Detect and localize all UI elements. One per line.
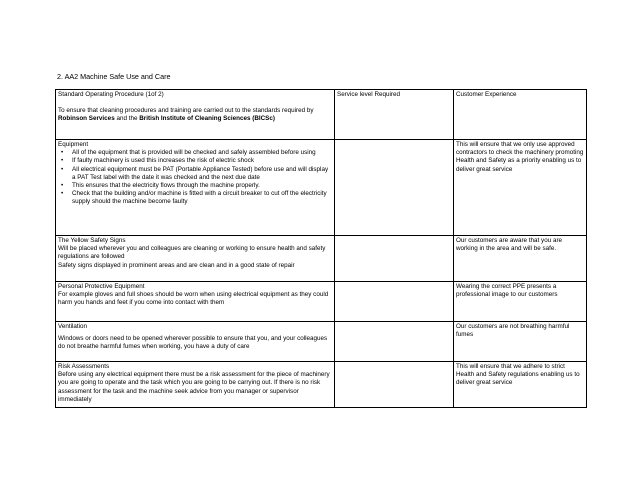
table-row xyxy=(56,140,587,236)
row-body: Before using any electrical equipment there must be a risk assessment for the piece of machinery you are going to operate and the task which you are going to be carrying out. If there is no risk assessment for the task and the machine seek advice from you manager or supervisor immediately xyxy=(58,371,330,403)
service-level-cell xyxy=(335,362,454,408)
row-title: Personal Protective Equipment xyxy=(58,283,145,290)
list-item: • This ensures that the electricity flows through the machine properly. xyxy=(72,182,332,190)
row-body: Safety signs displayed in prominent areas and are clean and in a good state of repair xyxy=(58,261,295,269)
row-title: Risk Assessments xyxy=(58,363,110,370)
section-title: 2. AA2 Machine Safe Use and Care xyxy=(57,72,171,81)
row-title: Equipment xyxy=(58,141,89,148)
sop-header-title: Standard Operating Procedure (1of 2) xyxy=(58,91,164,98)
intro-org-robinson: Robinson Services xyxy=(58,115,115,123)
row-body: For example gloves and full shoes should be worn when using electrical equipment as they could harm you hands and feet if you come into contact with them xyxy=(58,291,329,307)
customer-experience-cell: Our customers are not breathing harmful fumes xyxy=(454,322,587,362)
procedure-cell xyxy=(56,282,335,322)
intro-org-bicsc: British Institute of Cleaning Sciences (BICSc) xyxy=(139,115,275,123)
table-row xyxy=(56,282,587,322)
table-row xyxy=(56,322,587,362)
table-header-row xyxy=(56,90,587,140)
equipment-bullet-list xyxy=(58,149,332,206)
table-row xyxy=(56,362,587,408)
list-item: • All electrical equipment must be PAT (Portable Appliance Tested) before use and will display a PAT Test label with the date it was checked and the next due date xyxy=(72,166,332,182)
procedure-cell xyxy=(56,322,335,362)
row-body: Windows or doors need to be opened wherever possible to ensure that you, and your colleagues do not breathe harmful fumes when working, you have a duty of care xyxy=(58,335,328,351)
customer-experience-cell: Our customers are aware that you are working in the area and will be safe. xyxy=(454,236,587,282)
service-level-cell xyxy=(335,282,454,322)
customer-experience-header: Customer Experience xyxy=(454,90,587,140)
sop-intro-text xyxy=(58,107,332,123)
sop-header-cell xyxy=(56,90,335,140)
list-item: • If faulty machinery is used this increases the risk of electric shock xyxy=(72,157,332,165)
row-title: Ventilation xyxy=(58,323,88,330)
customer-experience-cell: Wearing the correct PPE presents a professional image to our customers xyxy=(454,282,587,322)
procedure-cell xyxy=(56,140,335,236)
intro-pre: To ensure that cleaning procedures and training are carried out to the standards required by xyxy=(58,107,314,115)
service-level-cell xyxy=(335,322,454,362)
table-row xyxy=(56,236,587,282)
procedure-cell xyxy=(56,362,335,408)
procedure-cell xyxy=(56,236,335,282)
intro-mid: and the xyxy=(114,115,140,123)
service-level-header: Service level Required xyxy=(335,90,454,140)
row-body: Will be placed wherever you and colleagues are cleaning or working to ensure health and safety regulations are followed xyxy=(58,245,326,261)
service-level-cell xyxy=(335,140,454,236)
list-item: • All of the equipment that is provided will be checked and safely assembled before using xyxy=(72,149,332,157)
customer-experience-cell: This will ensure that we adhere to strict Health and Safety regulations enabling us to deliver great service xyxy=(454,362,587,408)
row-title: The Yellow Safety Signs xyxy=(58,237,126,244)
list-item: • Check that the building and/or machine is fitted with a circuit breaker to cut off the electricity supply should the machine become faulty xyxy=(72,190,332,206)
sop-table xyxy=(55,89,587,408)
customer-experience-cell: This will ensure that we only use approved contractors to check the machinery promoting Health and Safety as a priority enabling us to deliver great service xyxy=(454,140,587,236)
service-level-cell xyxy=(335,236,454,282)
